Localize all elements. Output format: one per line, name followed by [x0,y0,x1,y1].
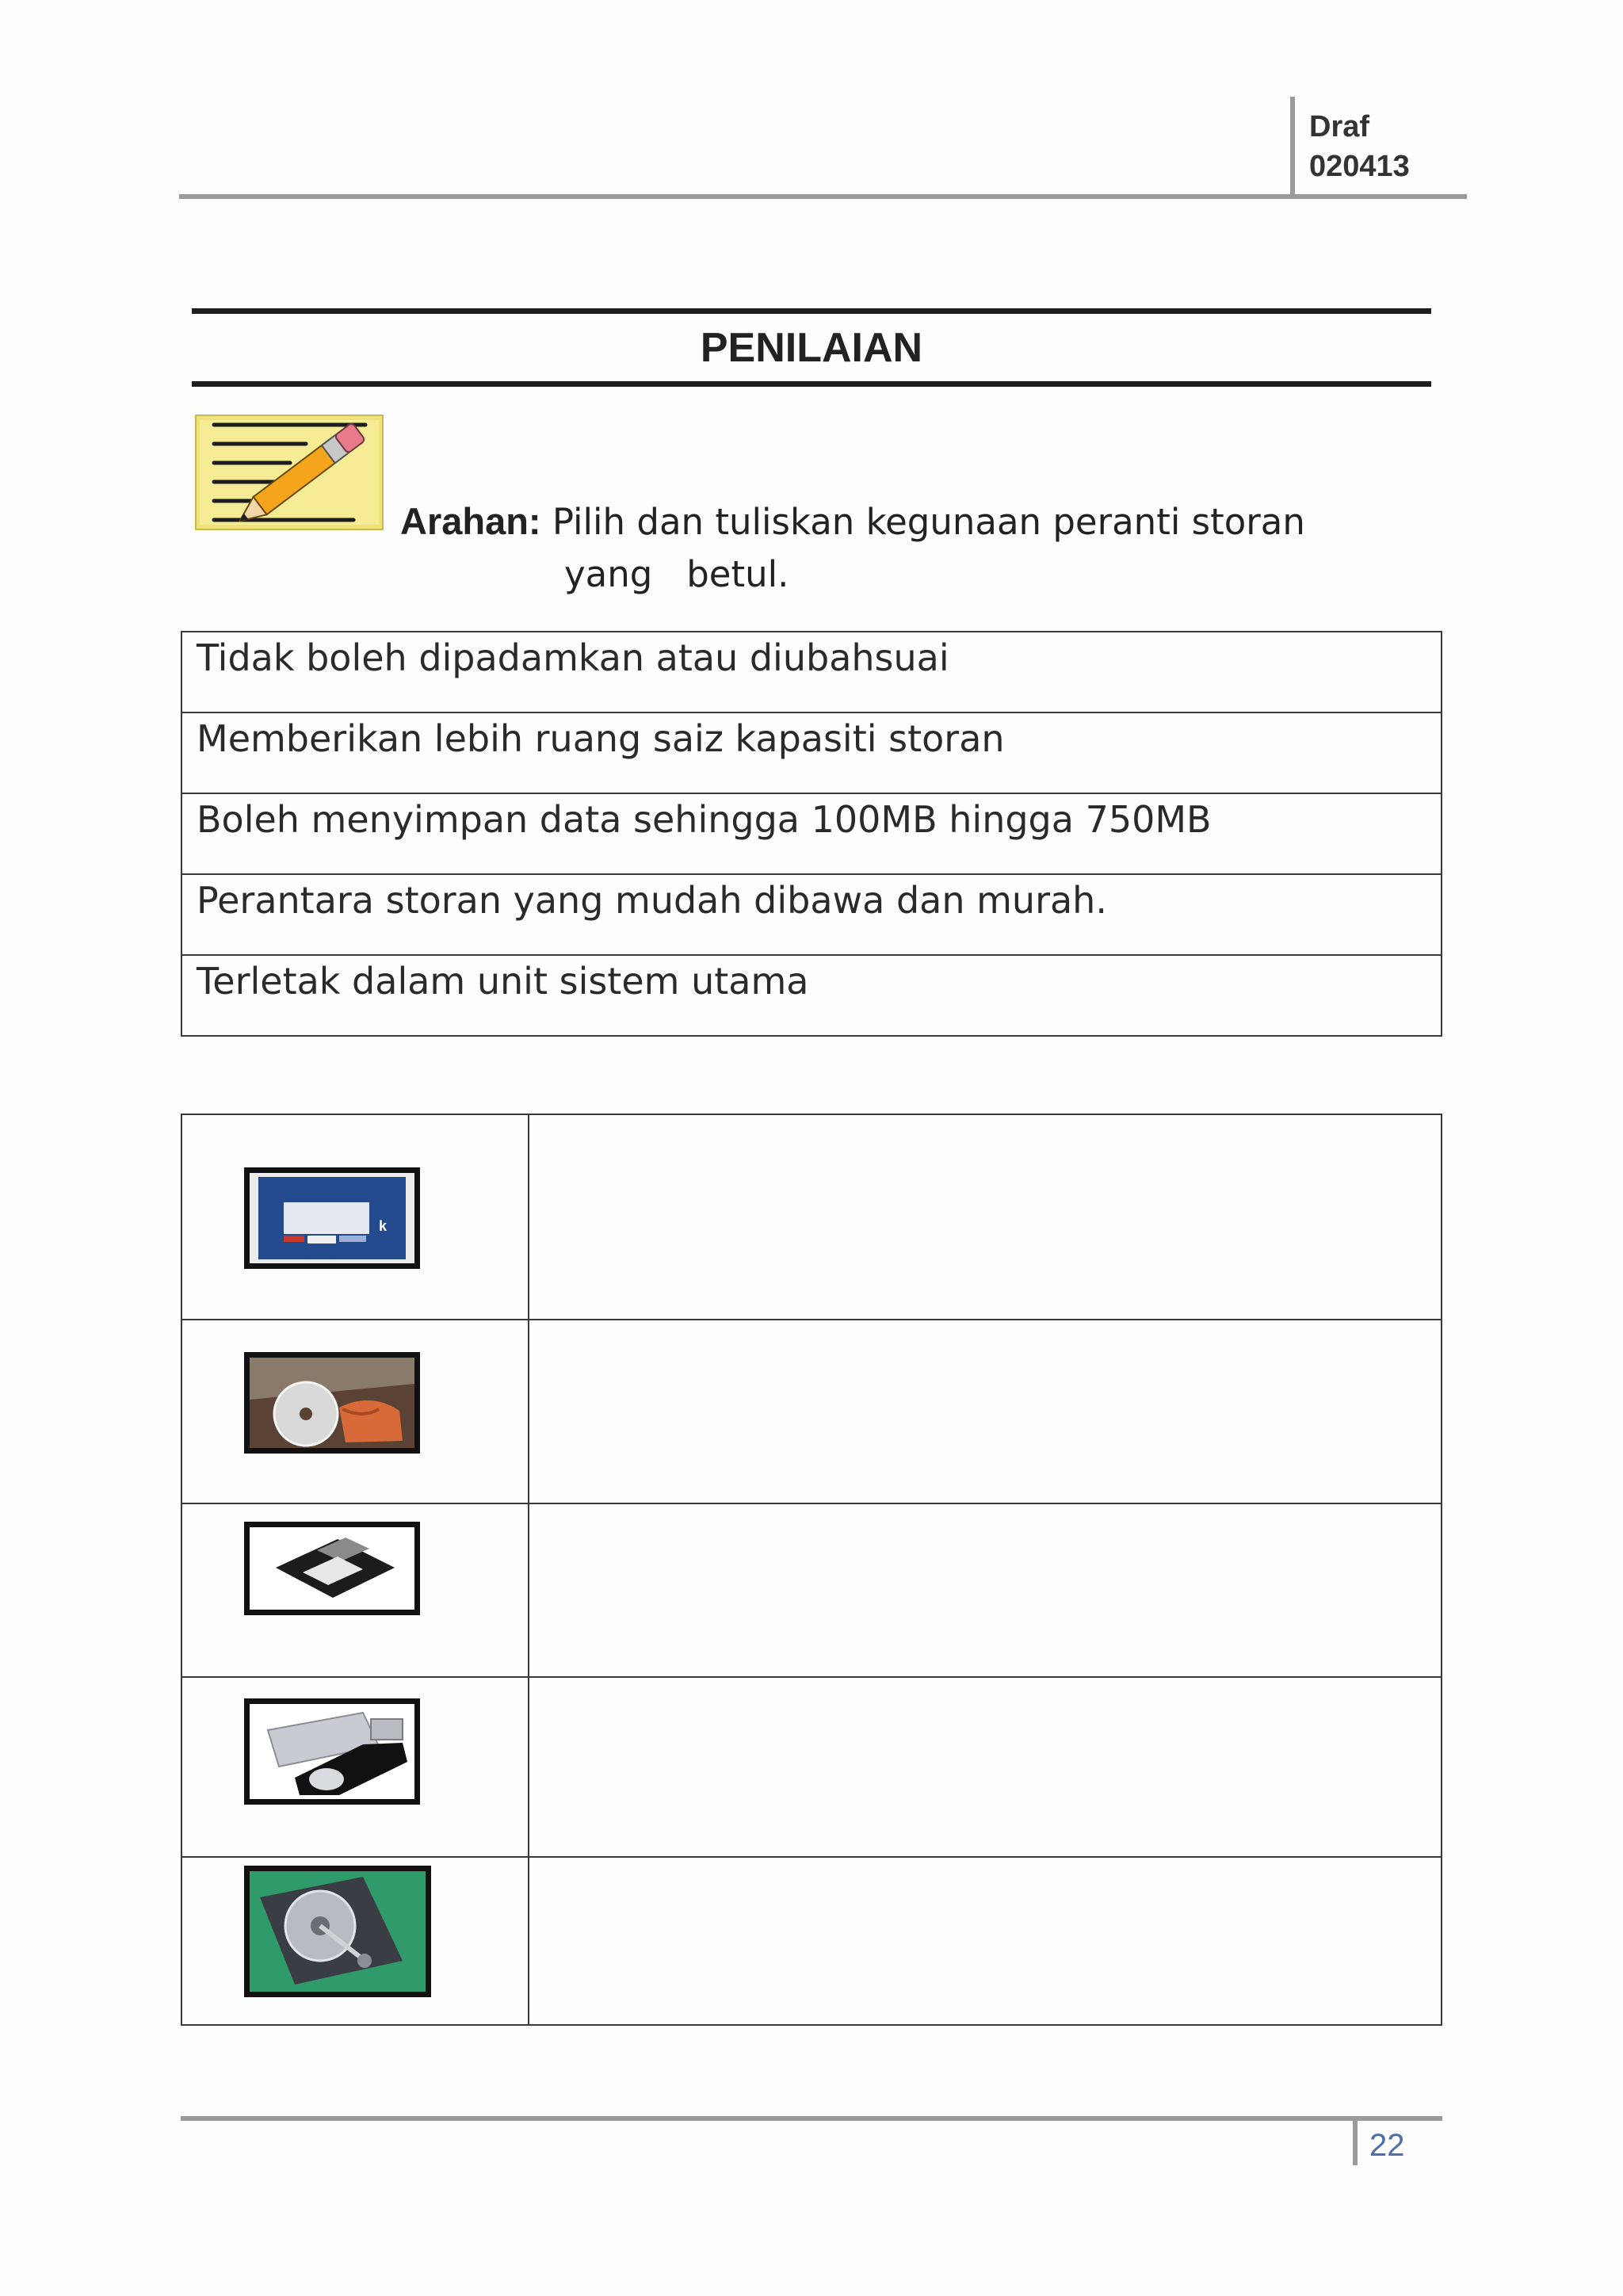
cd-rom-icon [244,1352,420,1454]
device-image-cell [181,1503,529,1677]
title-bottom-rule [192,381,1431,387]
draft-code: 020413 [1309,150,1410,183]
draft-label: Draf [1309,110,1370,143]
header-rule [179,194,1467,199]
option-text: Perantara storan yang mudah dibawa dan murah. [181,874,1442,955]
zip-disk-icon [244,1167,420,1269]
title-top-rule [192,308,1431,314]
options-table [181,631,1442,1037]
option-row [181,793,1442,874]
answer-cell[interactable] [529,1320,1442,1503]
option-row [181,632,1442,712]
device-row [181,1320,1442,1503]
device-image-cell [181,1320,529,1503]
answer-table [181,1114,1442,2026]
device-row [181,1677,1442,1857]
footer-divider [1353,2116,1358,2165]
instruction-text-line2: yang betul. [564,553,789,595]
instruction [400,498,1305,546]
floppy-disk-icon [244,1522,420,1615]
option-text: Tidak boleh dipadamkan atau diubahsuai [181,632,1442,712]
note-pencil-icon [195,414,385,533]
device-row [181,1114,1442,1320]
option-row [181,955,1442,1036]
device-image-cell [181,1114,529,1320]
footer-rule [181,2116,1442,2121]
option-text: Boleh menyimpan data sehingga 100MB hingga 750MB [181,793,1442,874]
instruction-label: Arahan: [400,500,541,542]
svg-text:k: k [379,1218,388,1234]
device-row [181,1857,1442,2025]
device-row [181,1503,1442,1677]
page-number: 22 [1369,2128,1405,2163]
page-title: PENILAIAN [700,325,923,371]
answer-cell[interactable] [529,1503,1442,1677]
option-text: Memberikan lebih ruang saiz kapasiti storan [181,712,1442,793]
header-divider [1290,97,1295,197]
option-row [181,874,1442,955]
device-image-cell [181,1857,529,2025]
usb-flash-drive-icon [244,1698,420,1805]
instruction-text-line1: Pilih dan tuliskan kegunaan peranti storan [552,501,1305,543]
option-row [181,712,1442,793]
answer-cell[interactable] [529,1677,1442,1857]
option-text: Terletak dalam unit sistem utama [181,955,1442,1036]
answer-cell[interactable] [529,1114,1442,1320]
device-image-cell [181,1677,529,1857]
answer-cell[interactable] [529,1857,1442,2025]
hard-disk-icon [244,1866,431,1997]
